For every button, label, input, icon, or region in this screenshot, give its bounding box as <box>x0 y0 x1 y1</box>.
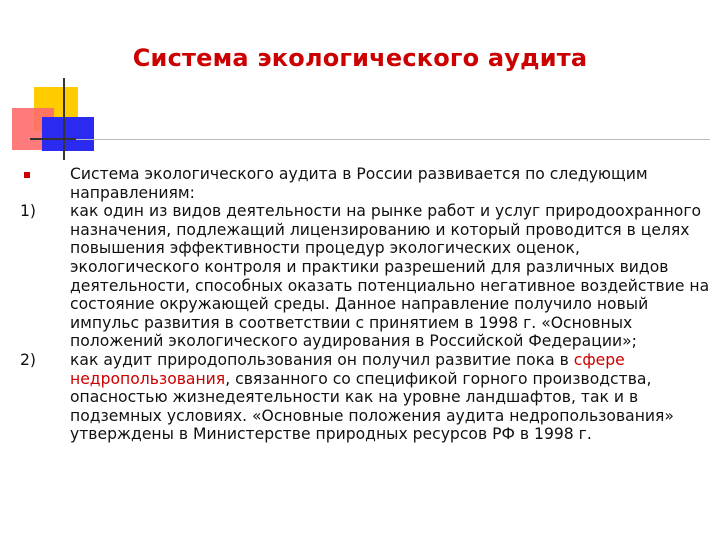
highlighted-term: сфере недропользования <box>70 350 625 388</box>
list-item-text: как один из видов деятельности на рынке работ и услуг природоохранного назначения, подлежащий лицензированию и который проводится в целях повышения эффективности процедур экологических оценок, экологического контроля и практики разрешений для различных видов деятельности, способных оказать потенциально негативное воздействие на состояние окружающей среды. Данное направление получило новый импульс развития в соответствии с принятием в 1998 г. «Основных положений экологического аудирования в Российской Федерации»; <box>70 202 710 351</box>
slide-title: Система экологического аудита <box>132 44 588 72</box>
decor-cross-line <box>30 138 76 140</box>
list-item-text: Система экологического аудита в России развивается по следующим направлениям: <box>70 165 648 202</box>
decor-vertical-line <box>63 78 65 160</box>
list-item-text <box>70 351 710 444</box>
list-item-2 <box>0 351 720 444</box>
list-item-intro <box>0 165 720 202</box>
slide-body <box>0 165 720 444</box>
title-divider <box>30 139 710 140</box>
list-item-number: 1) <box>20 202 37 221</box>
decor-blue-square <box>42 117 94 151</box>
bullet-square-icon <box>24 172 30 178</box>
list-item-number: 2) <box>20 350 37 369</box>
text-after: , связанного со спецификой горного производства, опасностью жизнедеятельности как на уровне ландшафтов, так и в подземных условиях. «Основные положения аудита недропользования» утверждены в Министерстве природных ресурсов РФ в 1998 г. <box>70 369 674 444</box>
text-before: как аудит природопользования он получил развитие пока в <box>70 350 574 369</box>
list-item-1 <box>0 202 720 351</box>
